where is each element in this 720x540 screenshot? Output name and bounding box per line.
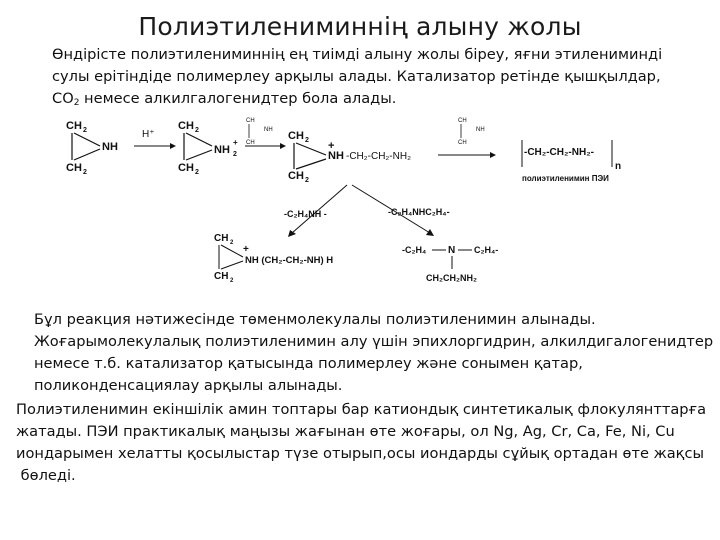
svg-text:2: 2 — [83, 127, 87, 134]
svg-text:2: 2 — [230, 240, 234, 246]
svg-text:CH: CH — [246, 118, 255, 124]
ethylenimine-structure — [66, 120, 118, 176]
polymer-unit: -CH₂-CH₂-NH₂- — [524, 147, 594, 158]
svg-text:CH: CH — [458, 118, 467, 124]
paragraph-2 — [34, 309, 714, 397]
ring-ch2-bottom: CH — [66, 162, 82, 174]
para3-line-3: иондарымен хелатты қосылыстар түзе отырып,осы иондарды сұйық ортадан өте жақсы — [16, 445, 705, 462]
svg-text:CH: CH — [458, 140, 467, 146]
reagent-ring-small-2 — [458, 118, 485, 146]
svg-text:2: 2 — [233, 151, 237, 158]
svg-text:2: 2 — [305, 177, 309, 184]
svg-text:2: 2 — [195, 127, 199, 134]
intro-line-2: сулы ерітіндіде полимерлеу арқылы алады. Катализатор ретінде қышқылдар, — [52, 68, 661, 85]
paragraph-3 — [16, 399, 706, 487]
svg-text:C₂H₄-: C₂H₄- — [474, 245, 499, 255]
branch-left-label: -C₂H₄NH - — [284, 209, 327, 219]
svg-text:NH: NH — [214, 144, 230, 156]
svg-text:CH: CH — [246, 140, 255, 146]
svg-text:NH: NH — [476, 127, 485, 133]
linear-product-structure — [214, 233, 333, 284]
svg-text:N: N — [448, 245, 456, 256]
para2-line-1: Бұл реакция нәтижесінде төменмолекулалы полиэтиленимин алынады. — [34, 311, 596, 328]
svg-text:+: + — [243, 244, 249, 255]
intro-line-3: $CO_2$ немесе алкилгалогенидтер бола алады. — [52, 90, 397, 108]
reagent-ring-small — [246, 118, 273, 146]
para2-line-4: поликонденсациялау арқылы алынады. — [34, 377, 343, 394]
svg-text:NH: NH — [264, 127, 273, 133]
branched-product-structure — [402, 245, 498, 283]
chain-label: -CH₂-CH₂-NH₂ — [346, 151, 411, 162]
svg-text:CH₂CH₂NH₂: CH₂CH₂NH₂ — [426, 273, 477, 283]
polymer-name: полиэтиленимин ПЭИ — [522, 174, 609, 183]
acid-catalyst-label: H⁺ — [142, 129, 155, 140]
svg-text:+: + — [328, 140, 335, 152]
svg-text:n: n — [615, 161, 622, 172]
intermediate-structure — [288, 130, 411, 184]
branch-right-label: -C₂H₄NHC₂H₄- — [388, 207, 450, 217]
svg-text:CH: CH — [288, 170, 304, 182]
svg-text:2: 2 — [83, 169, 87, 176]
slide-title: Полиэтилениминнің алыну жолы — [138, 12, 582, 41]
intro-line-1: Өндірісте полиэтилениминнің ең тиімді алыну жолы біреу, яғни этилениминді — [52, 46, 663, 63]
para3-line-1: Полиэтиленимин екіншілік амин топтары бар катиондық синтетикалық флокулянттарға — [16, 401, 707, 418]
linear-chain: NH (CH₂-CH₂-NH) H — [245, 255, 334, 266]
protonated-ring-structure — [178, 120, 238, 176]
ring-ch2-top: CH — [66, 120, 82, 132]
svg-text:+: + — [233, 138, 238, 147]
polymer-structure — [522, 140, 621, 183]
svg-text:CH: CH — [178, 162, 194, 174]
svg-text:-C₂H₄: -C₂H₄ — [402, 245, 427, 255]
svg-text:CH: CH — [214, 271, 229, 282]
svg-text:CH: CH — [288, 130, 304, 142]
para2-line-3: немесе т.б. катализатор қатысында полимерлеу және сонымен қатар, — [34, 355, 583, 372]
svg-text:NH: NH — [328, 150, 344, 162]
para2-line-2: Жоғарымолекулалық полиэтиленимин алу үшін эпихлоргидрин, алкилдигалогенидтер — [34, 333, 714, 350]
svg-text:2: 2 — [230, 278, 234, 284]
para3-line-2: жатады. ПЭИ практикалық маңызы жағынан өте жоғары, ол Ng, Ag, Cr, Ca, Fe, Ni, Cu — [16, 423, 675, 440]
ring-nh: NH — [102, 141, 118, 153]
intro-paragraph — [52, 44, 692, 110]
svg-text:2: 2 — [305, 137, 309, 144]
svg-text:CH: CH — [214, 233, 229, 244]
reaction-scheme — [52, 115, 672, 295]
svg-text:2: 2 — [195, 169, 199, 176]
para3-line-4: бөледі. — [16, 467, 76, 484]
svg-text:CH: CH — [178, 120, 194, 132]
